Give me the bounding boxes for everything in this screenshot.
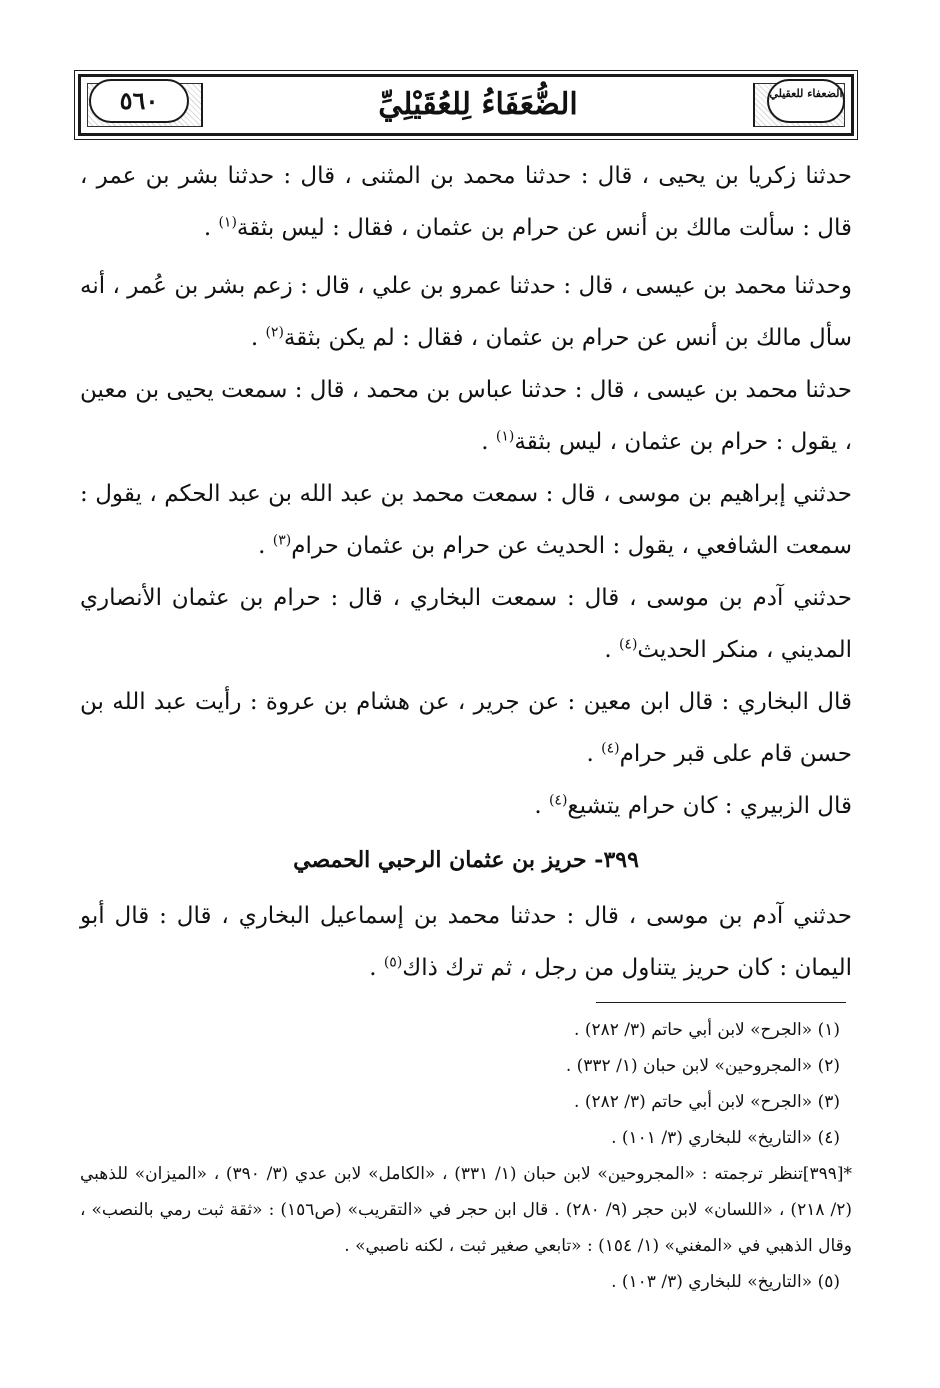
paragraph: قال البخاري : قال ابن معين : عن جرير ، عن هشام بن عروة : رأيت عبد الله بن حسن قام على قبر حرام$^{(٤)}$ . — [80, 689, 852, 767]
book-seal: الضعفاء للعقيلي — [767, 79, 845, 123]
page-number: ٥٦٠ — [89, 79, 189, 123]
header-title-band — [201, 83, 755, 127]
paragraph-text: حدثني آدم بن موسى ، قال : سمعت البخاري ، قال : حرام بن عثمان الأنصاري المديني ، منكر الحديث — [80, 585, 852, 663]
paragraph-text: قال الزبيري : كان حرام يتشيع — [567, 793, 852, 819]
paragraph: وحدثنا محمد بن عيسى ، قال : حدثنا عمرو بن علي ، قال : زعم بشر بن عُمر ، أنه سأل مالك بن أنس عن حرام بن عثمان ، فقال : لم يكن بثقة$^{(٢)}$ . — [80, 273, 852, 351]
entry-heading: ٣٩٩- حريز بن عثمان الرحبي الحمصي — [293, 847, 639, 873]
footnote: (٤) «التاريخ» للبخاري (٣/ ١٠١) . — [611, 1128, 840, 1148]
footnote: (٢) «المجروحين» لابن حبان (١/ ٣٣٢) . — [565, 1056, 840, 1076]
paragraph-text: قال البخاري : قال ابن معين : عن جرير ، عن هشام بن عروة : رأيت عبد الله بن حسن قام على قبر حرام — [80, 689, 852, 767]
footnote: (٣) «الجرح» لابن أبي حاتم (٣/ ٢٨٢) . — [574, 1092, 840, 1112]
footnote: (١) «الجرح» لابن أبي حاتم (٣/ ٢٨٢) . — [574, 1020, 840, 1040]
footnote-ref: (٤) — [601, 740, 620, 757]
footnote-ref: (٣) — [272, 532, 292, 549]
paragraph: حدثنا زكريا بن يحيى ، قال : حدثنا محمد بن المثنى ، قال : حدثنا بشر بن عمر ، قال : سألت مالك بن أنس عن حرام بن عثمان ، فقال : ليس بثقة$^{(١)}$ . — [80, 163, 852, 241]
paragraph-text: حدثنا زكريا بن يحيى ، قال : حدثنا محمد بن المثنى ، قال : حدثنا بشر بن عمر ، قال : سألت مالك بن أنس عن حرام بن عثمان ، فقال : ليس بثقة — [80, 163, 852, 241]
paragraph-text: حدثنا محمد بن عيسى ، قال : حدثنا عباس بن محمد ، قال : سمعت يحيى بن معين ، يقول : حرام بن عثمان ، ليس بثقة — [80, 377, 852, 455]
footnote-ref: (٢) — [265, 324, 284, 341]
footnote: (٥) «التاريخ» للبخاري (٣/ ١٠٣) . — [611, 1272, 840, 1292]
footnote-ref: (٥) — [383, 954, 403, 971]
paragraph: حدثني آدم بن موسى ، قال : حدثنا محمد بن إسماعيل البخاري ، قال : قال أبو اليمان : كان حريز يتناول من رجل ، ثم ترك ذاك$^{(٥)}$ . — [80, 903, 852, 981]
footnotes — [80, 1012, 852, 1300]
paragraph: حدثني آدم بن موسى ، قال : سمعت البخاري ، قال : حرام بن عثمان الأنصاري المديني ، منكر الحديث$^{(٤)}$ . — [80, 585, 852, 663]
paragraph: حدثنا محمد بن عيسى ، قال : حدثنا عباس بن محمد ، قال : سمعت يحيى بن معين ، يقول : حرام بن عثمان ، ليس بثقة$^{(١)}$ . — [80, 377, 852, 455]
paragraph-text: وحدثنا محمد بن عيسى ، قال : حدثنا عمرو بن علي ، قال : زعم بشر بن عُمر ، أنه سأل مالك بن أنس عن حرام بن عثمان ، فقال : لم يكن بثقة — [80, 273, 852, 351]
footnote-biography: *[٣٩٩]تنظر ترجمته : «المجروحين» لابن حبان (١/ ٣٣١) ، «الكامل» لابن عدي (٣/ ٣٩٠) ، «الميزان» للذهبي (٢/ ٢١٨) ، «اللسان» لابن حجر (٩/ ٢٨٠) . قال ابن حجر في «التقريب» (ص١٥٦) : «ثقة ثبت رمي بالنصب» ، وقال الذهبي في «المغني» (١/ ١٥٤) : «تابعي صغير ثبت ، لكنه ناصبي» . — [80, 1164, 853, 1256]
running-title: الضُّعَفَاءُ لِلعُقَيْلِيِّ — [378, 87, 578, 122]
paragraph: قال الزبيري : كان حرام يتشيع$^{(٤)}$ . — [534, 792, 852, 819]
footnote-divider — [596, 1002, 846, 1003]
paragraph-text: حدثني إبراهيم بن موسى ، قال : سمعت محمد بن عبد الله بن عبد الحكم ، يقول : سمعت الشافعي ، يقول : الحديث عن حرام بن عثمان حرام — [80, 481, 852, 559]
paragraph-text: حدثني آدم بن موسى ، قال : حدثنا محمد بن إسماعيل البخاري ، قال : قال أبو اليمان : كان حريز يتناول من رجل ، ثم ترك ذاك — [80, 903, 852, 981]
page-header — [78, 74, 854, 136]
footnote-ref: (٤) — [618, 636, 638, 653]
footnote-ref: (١) — [495, 428, 515, 445]
footnote-ref: (٤) — [548, 792, 568, 809]
footnote-ref: (١) — [218, 214, 237, 231]
paragraph: حدثني إبراهيم بن موسى ، قال : سمعت محمد بن عبد الله بن عبد الحكم ، يقول : سمعت الشافعي ، يقول : الحديث عن حرام بن عثمان حرام$^{(٣)}$ . — [80, 481, 852, 559]
